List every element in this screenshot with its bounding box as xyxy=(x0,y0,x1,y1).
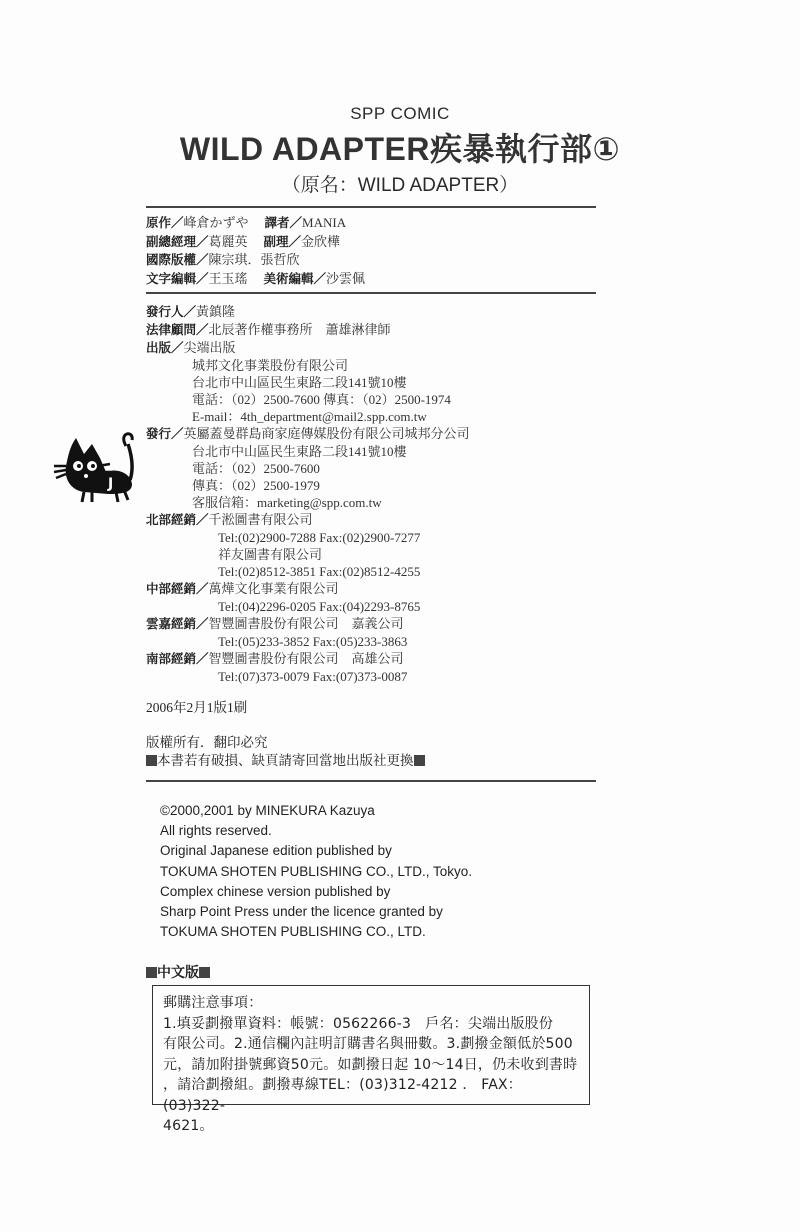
replacement-notice xyxy=(146,752,425,770)
distribution-phone: 電話：（02）2500-7600 xyxy=(192,461,320,476)
south-label: 南部經銷／ xyxy=(146,651,209,666)
edition-date: 2006年2月1版1刷 xyxy=(146,700,248,715)
credit-label: 美術編輯／ xyxy=(263,270,327,286)
press-label: 出版／ xyxy=(146,340,184,355)
legal-value: 北辰著作權事務所 蕭雄淋律師 xyxy=(208,322,391,337)
black-square-icon xyxy=(146,755,157,766)
copyright-line: TOKUMA SHOTEN PUBLISHING CO., LTD., Tokyo. xyxy=(160,863,473,879)
replacement-text: 本書若有破損、缺頁請寄回當地出版社更換 xyxy=(157,753,414,769)
credit-label: 原作／ xyxy=(146,215,184,230)
divider xyxy=(146,780,596,782)
publishing-info xyxy=(146,303,470,685)
north-label: 北部經銷／ xyxy=(146,512,209,527)
credit-label: 國際版權／ xyxy=(146,252,209,267)
mail-order-line: ，請洽劃撥組。劃撥專線TEL：(03)312-4212 ． FAX：(03)322- xyxy=(163,1077,522,1114)
credit-value: 沙雲佩 xyxy=(326,270,366,286)
publisher-label: 發行人／ xyxy=(146,304,197,319)
copyright-line: Sharp Point Press under the licence granted by xyxy=(160,904,443,920)
press-address: 台北市中山區民生東路二段141號10樓 xyxy=(192,375,407,390)
legal-label: 法律顧問／ xyxy=(146,322,209,337)
yunjia-value: 智豐圖書股份有限公司 嘉義公司 xyxy=(208,616,404,631)
credit-row xyxy=(146,270,365,289)
copyright-line: ©2000,2001 by MINEKURA Kazuya xyxy=(160,803,375,818)
credit-value: 陳宗琪．張哲欣 xyxy=(208,252,300,267)
distribution-value: 英屬蓋曼群島商家庭傳媒股份有限公司城邦分公司 xyxy=(183,426,470,441)
black-square-icon xyxy=(414,755,425,766)
south-contact: Tel:(07)373-0079 Fax:(07)373-0087 xyxy=(218,669,408,684)
copyright-notice xyxy=(146,734,425,770)
distribution-address: 台北市中山區民生東路二段141號10樓 xyxy=(192,444,407,459)
credit-row xyxy=(146,251,365,270)
black-square-icon xyxy=(199,967,210,978)
credit-value: MANIA xyxy=(302,215,347,230)
staff-credits xyxy=(146,214,365,288)
credit-value: 峰倉かずや xyxy=(183,215,249,230)
press-company: 城邦文化事業股份有限公司 xyxy=(192,358,349,373)
credit-row xyxy=(146,214,365,233)
south-value: 智豐圖書股份有限公司 高雄公司 xyxy=(208,651,404,666)
chinese-edition-label: 中文版 xyxy=(157,965,199,981)
black-square-icon xyxy=(146,967,157,978)
divider xyxy=(146,292,596,294)
rights-reserved: 版權所有．翻印必究 xyxy=(146,735,268,751)
mail-order-line: 4621。 xyxy=(163,1118,214,1134)
black-cat-logo-icon xyxy=(48,428,138,504)
distribution-email: 客服信箱：marketing@spp.com.tw xyxy=(192,495,382,510)
publisher-value: 黃鎮隆 xyxy=(196,304,236,319)
chinese-edition-heading xyxy=(146,962,210,982)
copyright-line: TOKUMA SHOTEN PUBLISHING CO., LTD. xyxy=(160,924,426,940)
mail-order-box xyxy=(152,985,590,1134)
credit-label: 文字編輯／ xyxy=(146,270,209,286)
mail-order-line: 1.填妥劃撥單資料：帳號：0562266-3 戶名：尖端出版股份 xyxy=(163,1015,554,1032)
north-company-2: 祥友圖書有限公司 xyxy=(218,547,323,562)
svg-text:J: J xyxy=(108,476,114,492)
mail-order-heading: 郵購注意事項： xyxy=(163,995,263,1011)
distribution-fax: 傳真：（02）2500-1979 xyxy=(192,478,320,493)
mail-order-line: 元，請加附掛號郵資50元。如劃撥日起 10～14日，仍未收到書時 xyxy=(163,1056,578,1073)
divider xyxy=(146,206,596,208)
central-contact: Tel:(04)2296-0205 Fax:(04)2293-8765 xyxy=(218,599,421,614)
credit-value: 葛麗英 xyxy=(208,233,248,249)
credit-label: 副理／ xyxy=(263,233,302,249)
credit-label: 譯者／ xyxy=(264,215,303,230)
press-email: E-mail：4th_department@mail2.spp.com.tw xyxy=(192,409,427,424)
mail-order-line: 有限公司。2.通信欄內註明訂購書名與冊數。3.劃撥金額低於500 xyxy=(163,1036,573,1052)
credit-value: 王玉瑤 xyxy=(208,270,248,286)
copyright-line: Original Japanese edition published by xyxy=(160,843,392,859)
credit-value: 金欣樺 xyxy=(301,233,341,249)
press-value: 尖端出版 xyxy=(183,340,236,355)
north-contact-2: Tel:(02)8512-3851 Fax:(02)8512-4255 xyxy=(218,564,421,579)
book-title: WILD ADAPTER疾暴執行部① xyxy=(179,131,621,167)
credit-row xyxy=(146,233,365,252)
central-value: 萬燁文化事業有限公司 xyxy=(208,581,339,596)
english-copyright xyxy=(160,801,472,942)
north-contact: Tel:(02)2900-7288 Fax:(02)2900-7277 xyxy=(218,530,421,545)
distribution-label: 發行／ xyxy=(146,426,184,441)
series-label: SPP COMIC xyxy=(350,104,450,123)
original-title: （原名：WILD ADAPTER） xyxy=(281,175,519,196)
copyright-line: Complex chinese version published by xyxy=(160,883,391,899)
north-value: 千淞圖書有限公司 xyxy=(208,512,313,527)
yunjia-contact: Tel:(05)233-3852 Fax:(05)233-3863 xyxy=(218,634,408,649)
yunjia-label: 雲嘉經銷／ xyxy=(146,616,209,631)
central-label: 中部經銷／ xyxy=(146,581,209,596)
copyright-line: All rights reserved. xyxy=(160,823,272,839)
press-phone: 電話：（02）2500-7600 傳真：（02）2500-1974 xyxy=(192,392,451,407)
credit-label: 副總經理／ xyxy=(146,233,209,249)
